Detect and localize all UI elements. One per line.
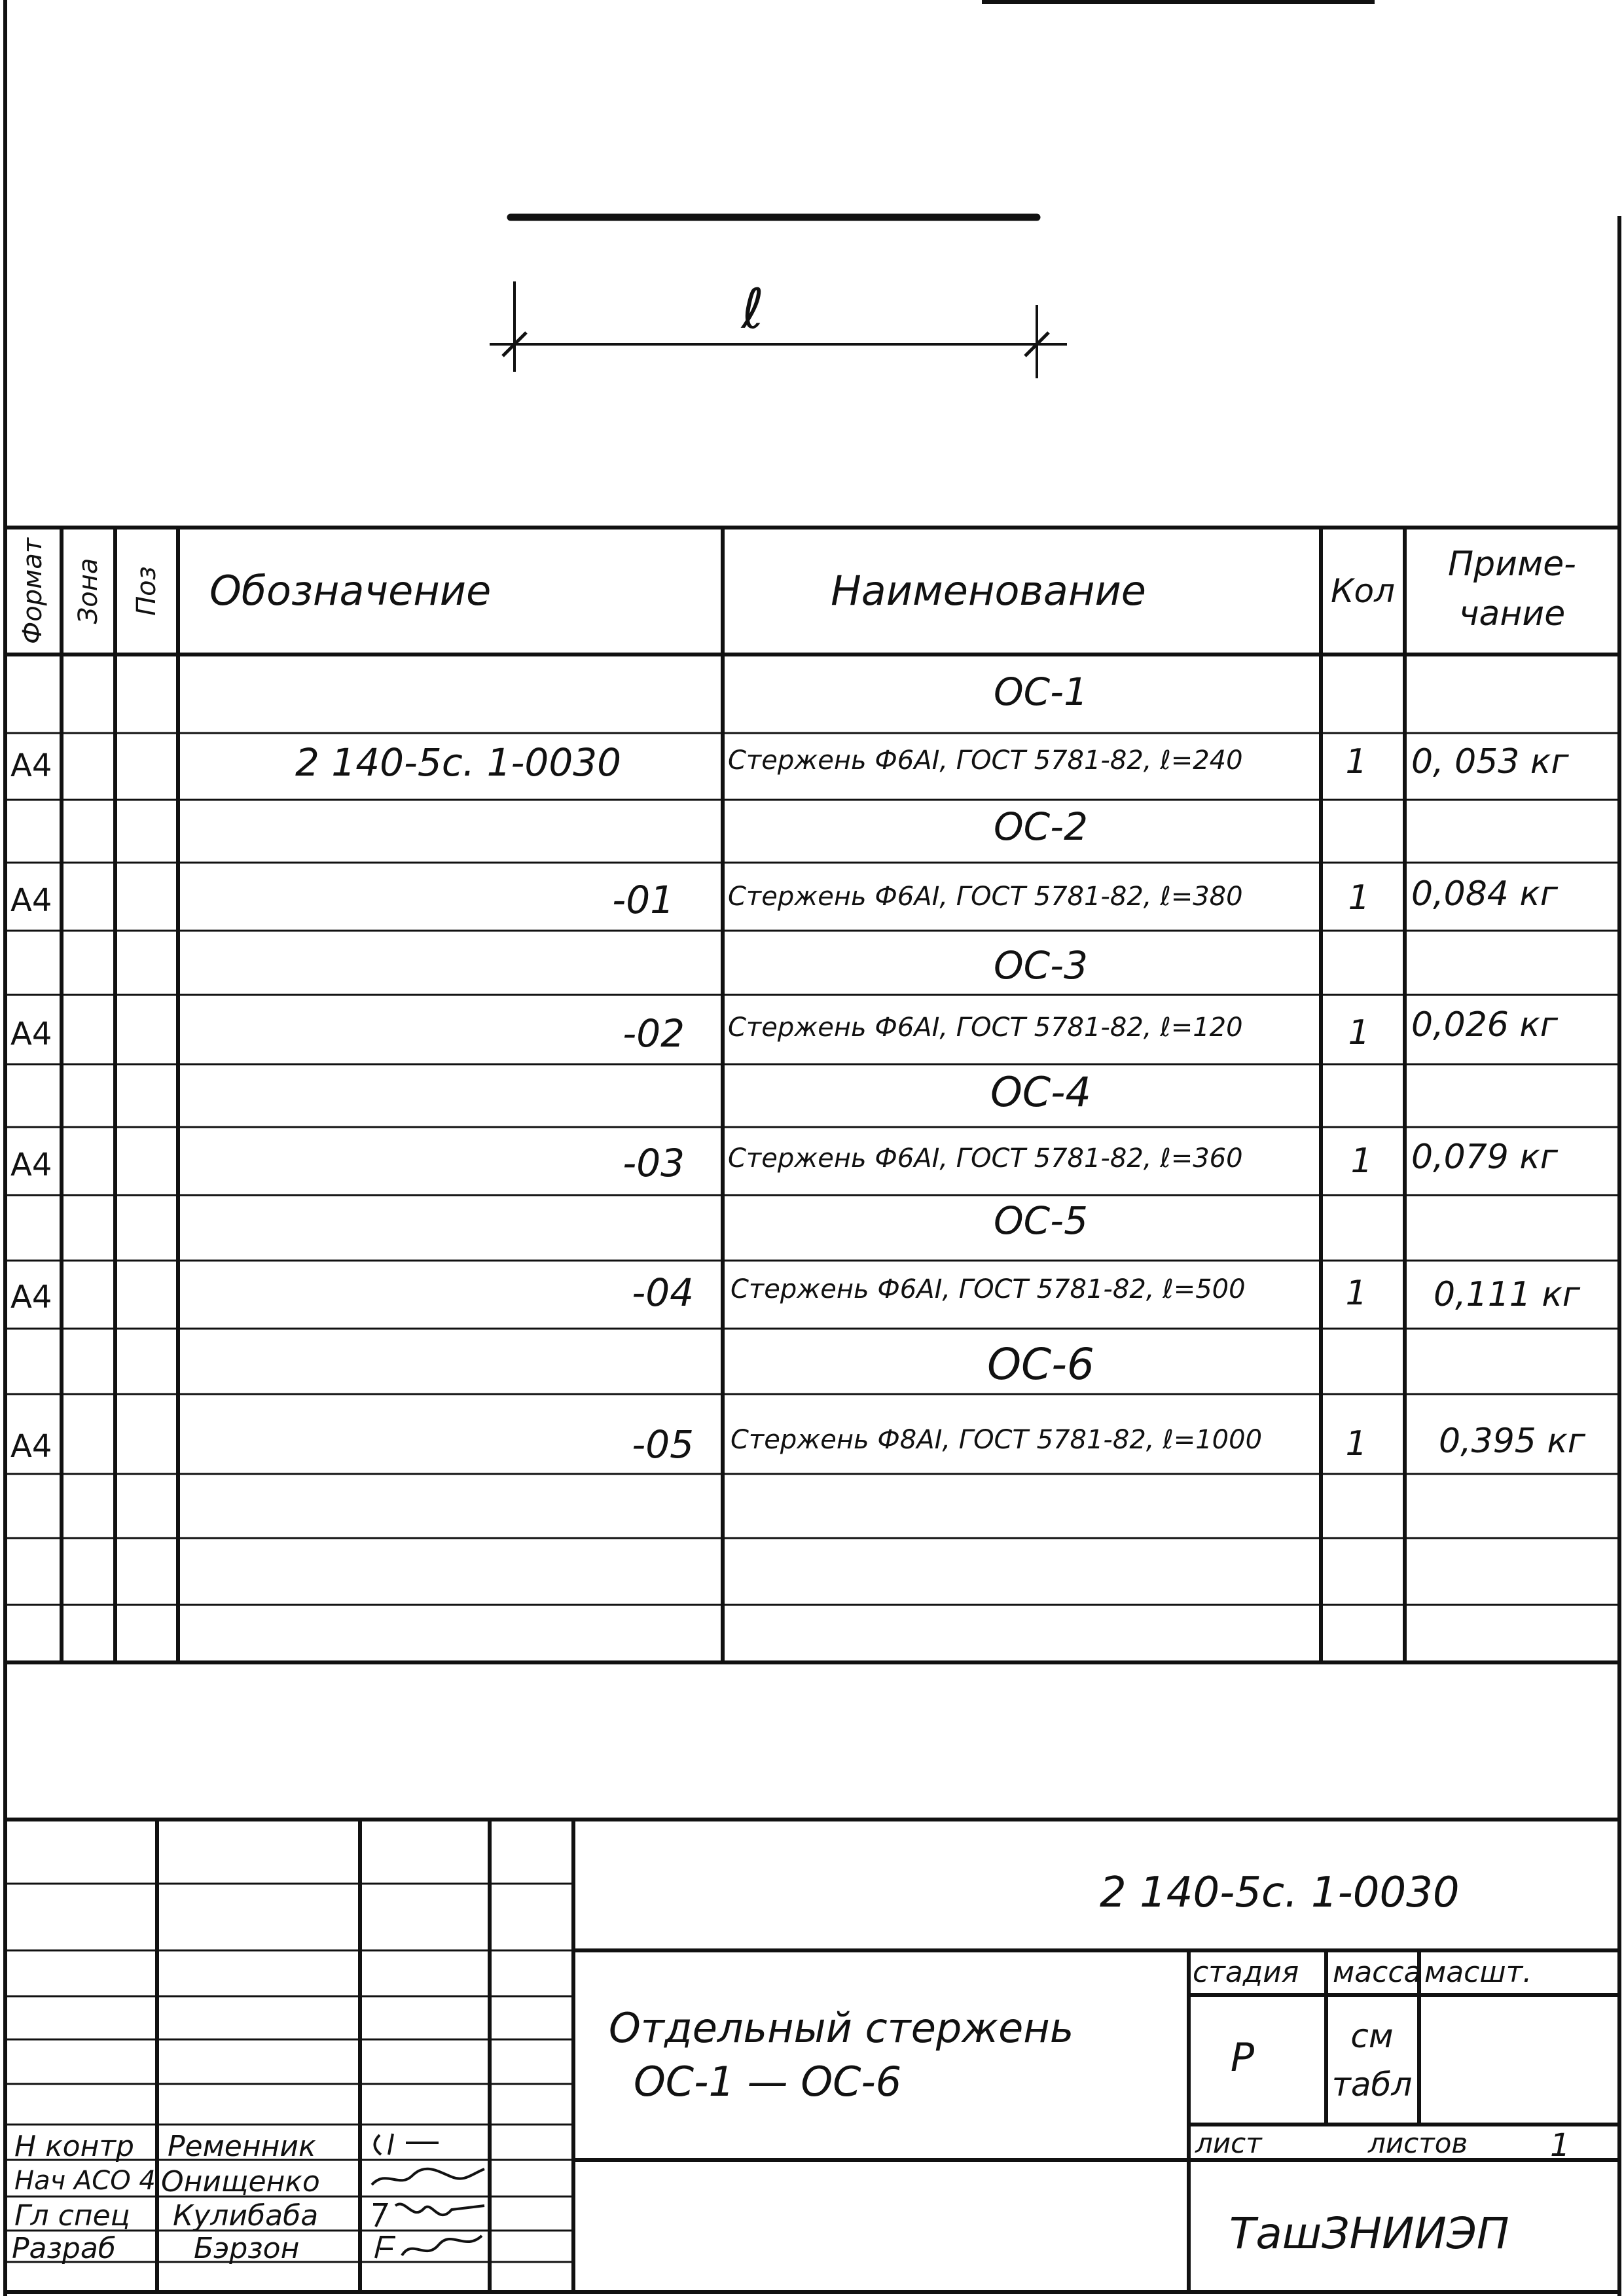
row-designation: -03	[623, 1141, 685, 1185]
organization: ТашЗНИИЭП	[1229, 2208, 1509, 2259]
row-note: 0,084 кг	[1411, 874, 1559, 914]
header-note-line1: Приме-	[1448, 545, 1576, 584]
header-zone: Зона	[73, 558, 103, 624]
header-format: Формат	[18, 537, 48, 645]
row-format: А4	[10, 882, 52, 919]
row-name: Стержень Ф6АI, ГОСТ 5781-82, ℓ=500	[731, 1274, 1246, 1304]
signature-name: Онищенко	[161, 2165, 320, 2198]
signature-role: Гл спец	[14, 2199, 130, 2233]
scale-label: масшт.	[1424, 1956, 1532, 1989]
row-qty: 1	[1345, 742, 1367, 781]
signature-role: Н контр	[14, 2130, 134, 2163]
row-format: А4	[10, 1428, 52, 1465]
section-heading: ОС-6	[987, 1339, 1094, 1390]
sheets-value: 1	[1550, 2127, 1570, 2164]
row-qty: 1	[1350, 1141, 1373, 1181]
row-note: 0, 053 кг	[1411, 742, 1569, 781]
sheets-label: листов	[1368, 2127, 1468, 2159]
row-name: Стержень Ф6АI, ГОСТ 5781-82, ℓ=240	[728, 745, 1243, 776]
row-format: А4	[10, 1279, 52, 1316]
signature-role: Нач АСО 4	[14, 2166, 156, 2196]
row-qty: 1	[1348, 1013, 1370, 1052]
section-heading: ОС-1	[994, 670, 1088, 714]
bar-sketch	[490, 217, 1067, 378]
row-format: А4	[10, 1147, 52, 1183]
signature-mark	[367, 2199, 491, 2232]
row-note: 0,026 кг	[1411, 1005, 1559, 1045]
signature-name: Бэрзон	[194, 2232, 300, 2265]
section-heading: ОС-3	[994, 943, 1088, 988]
dimension-label: ℓ	[741, 277, 765, 341]
row-qty: 1	[1348, 878, 1370, 918]
document-code: 2 140-5с. 1-0030	[1100, 1869, 1460, 1917]
row-designation: -04	[632, 1270, 694, 1315]
mass-label: масса	[1333, 1956, 1422, 1989]
signature-name: Ременник	[168, 2130, 316, 2163]
mass-value-line1: см	[1350, 2017, 1394, 2055]
row-designation: -02	[623, 1011, 685, 1056]
section-heading: ОС-4	[990, 1068, 1091, 1116]
row-format: А4	[10, 747, 52, 784]
stage-label: стадия	[1193, 1956, 1299, 1989]
row-qty: 1	[1345, 1424, 1367, 1463]
signature-mark	[367, 2232, 491, 2265]
document-title-line2: ОС-1 — ОС-6	[634, 2058, 902, 2106]
row-designation: -05	[632, 1422, 694, 1467]
row-note: 0,395 кг	[1439, 1422, 1586, 1461]
row-name: Стержень Ф6АI, ГОСТ 5781-82, ℓ=120	[728, 1013, 1243, 1043]
row-note: 0,111 кг	[1434, 1275, 1581, 1314]
row-designation: -01	[612, 878, 674, 922]
section-heading: ОС-5	[994, 1198, 1088, 1243]
mass-value-line2: табл	[1331, 2066, 1413, 2104]
document-title-line1: Отдельный стержень	[609, 2004, 1074, 2052]
sheet-label: лист	[1195, 2127, 1262, 2159]
signature-mark	[367, 2162, 491, 2195]
row-qty: 1	[1345, 1274, 1367, 1313]
signature-mark	[367, 2128, 484, 2161]
section-heading: ОС-2	[994, 804, 1088, 849]
row-name: Стержень Ф8АI, ГОСТ 5781-82, ℓ=1000	[731, 1425, 1263, 1455]
row-designation: 2 140-5с. 1-0030	[295, 740, 622, 785]
header-pos: Поз	[132, 566, 162, 616]
header-name: Наименование	[831, 567, 1146, 615]
row-format: А4	[10, 1016, 52, 1052]
row-name: Стержень Ф6АI, ГОСТ 5781-82, ℓ=360	[728, 1143, 1243, 1174]
header-qty: Кол	[1330, 572, 1396, 610]
header-designation: Обозначение	[209, 567, 492, 615]
stage-value: Р	[1230, 2035, 1255, 2081]
signature-role: Разраб	[12, 2232, 116, 2265]
row-note: 0,079 кг	[1411, 1138, 1559, 1177]
row-name: Стержень Ф6АI, ГОСТ 5781-82, ℓ=380	[728, 882, 1243, 912]
header-note-line2: чание	[1458, 594, 1566, 634]
signature-name: Кулибаба	[173, 2199, 319, 2233]
